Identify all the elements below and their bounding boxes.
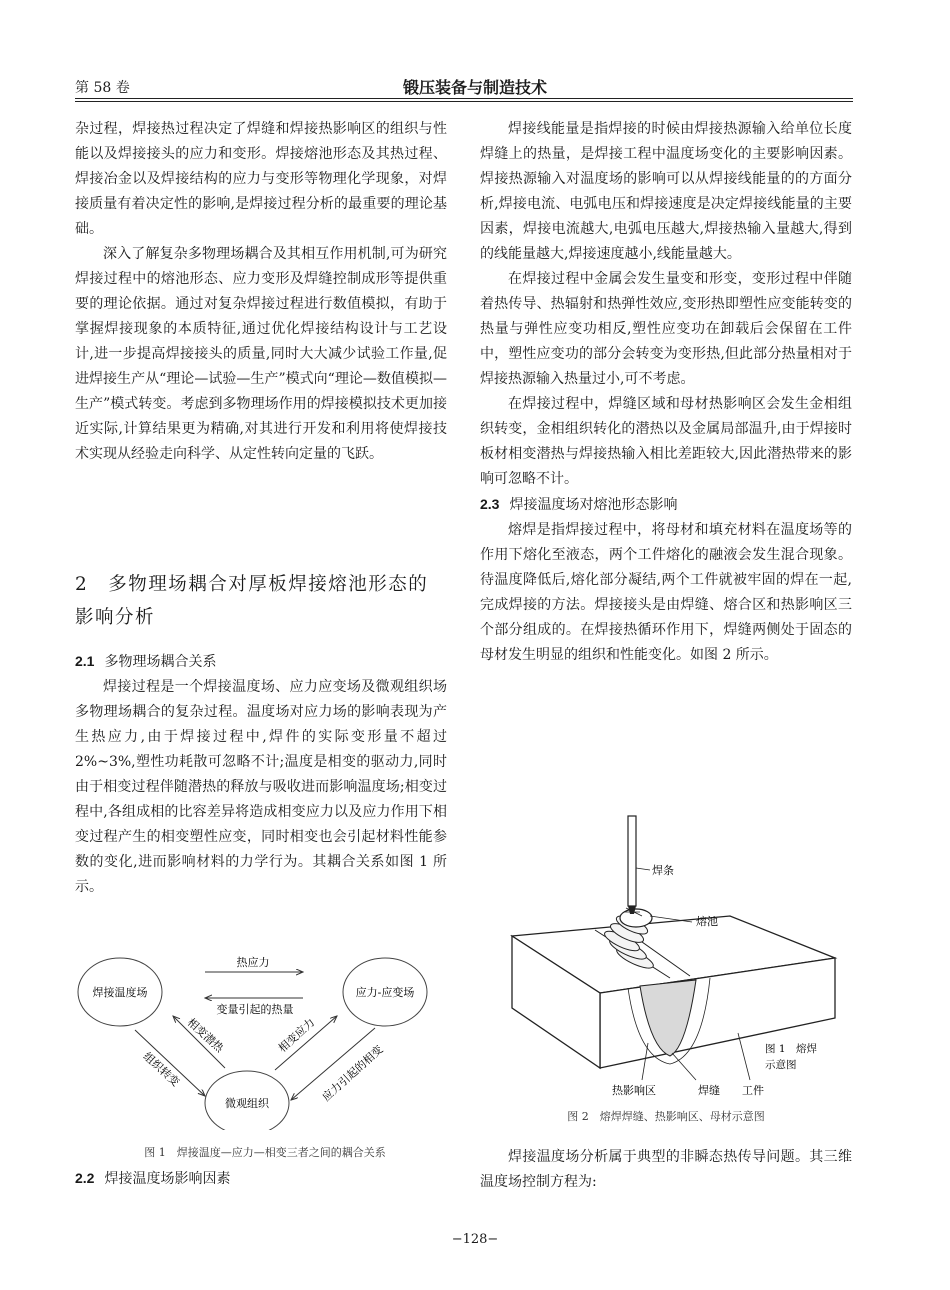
right-para-4: 熔焊是指焊接过程中，将母材和填充材料在温度场等的作用下熔化至液态，两个工件熔化的融液会发生混合现象。待温度降低后,熔化部分凝结,两个工件就被牢固的焊在一起,完成焊接的方法。焊接接头是由焊缝、熔合区和热影响区三个部分组成的。在焊接热循环作用下，焊缝两侧处于固态的母材发生明显的组织和性能变化。如图 2 所示。 [480, 522, 852, 663]
label-phase-stress: 相变应力 [275, 1015, 318, 1055]
section-2-title: 2 多物理场耦合对厚板焊接熔池形态的影响分析 [75, 574, 429, 628]
node-micro-label: 微观组织 [225, 1097, 269, 1110]
label-inner-fig-2: 示意图 [765, 1059, 797, 1071]
page-number: −128− [451, 1232, 499, 1247]
subsection-2-1-heading [75, 649, 447, 675]
label-pool: 熔池 [696, 915, 718, 928]
header-rule [75, 98, 853, 99]
left-para-2: 深入了解复杂多物理场耦合及其相互作用机制,可为研究焊接过程中的熔池形态、应力变形及焊缝控制成形等提供重要的理论依据。通过对复杂焊接过程进行数值模拟，有助于掌握焊接现象的本质特征,通过优化焊接结构设计与工艺设计,进一步提高焊接接头的质量,同时大大减少试验工作量,促进焊接生产从“理论—试验—生产”模式向“理论—数值模拟—生产”模式转变。考虑到多物理场作用的焊接模拟技术更加接近实际,计算结果更为精确,对其进行开发和利用将使焊接技术实现从经验走向科学、从定性转向定量的飞跃。 [75, 246, 447, 462]
figure-2-diagram [500, 808, 850, 1108]
subsection-title: 焊接温度场影响因素 [104, 1172, 231, 1187]
label-deformation-heat: 变量引起的热量 [216, 1003, 294, 1016]
left-para-1: 杂过程，焊接热过程决定了焊缝和焊接热影响区的组织与性能以及焊接接头的应力和变形。焊接熔池形态及其热过程、焊接冶金以及焊接结构的应力与变形等物理化学现象，对焊接质量有着决定性的影响,是焊接过程分析的最重要的理论基础。 [75, 121, 447, 237]
figure-1-diagram [75, 950, 455, 1130]
label-work: 工件 [742, 1084, 764, 1097]
label-electrode: 焊条 [652, 864, 674, 877]
right-para-2: 在焊接过程中金属会发生量变和形变，变形过程中伴随着热传导、热辐射和热弹性效应,变形热即塑性应变能转变的热量与弹性应变功相反,塑性应变功在卸载后会保留在工件中，塑性应变功的部分会转变为变形热,但此部分热量相对于焊接热源输入热量过小,可不考虑。 [480, 271, 852, 387]
node-temperature-label: 焊接温度场 [92, 986, 148, 999]
left-column-top [75, 117, 447, 467]
right-para-5: 焊接温度场分析属于典型的非瞬态热传导问题。其三维温度场控制方程为: [480, 1149, 852, 1190]
label-stress-induced: 应力引起的相变 [319, 1042, 386, 1104]
right-para-3: 在焊接过程中，焊缝区域和母材热影响区会发生金相组织转变，金相组织转化的潜热以及金属局部温升,由于焊接时板材相变潜热与焊接热输入相比差距较大,因此潜热带来的影响可忽略不计。 [480, 396, 852, 487]
electrode-rod [628, 816, 636, 906]
node-stress-label: 应力-应变场 [355, 986, 415, 999]
journal-title: 锻压装备与制造技术 [402, 78, 547, 97]
label-inner-fig: 图 1 熔焊 [765, 1043, 818, 1055]
label-thermal-stress: 热应力 [236, 956, 270, 969]
label-weld: 焊缝 [698, 1084, 720, 1097]
label-haz: 热影响区 [612, 1084, 656, 1097]
volume-label: 第 58 卷 [75, 80, 130, 96]
subsection-2-3-heading [480, 492, 852, 518]
subsection-2-2-heading [75, 1166, 447, 1192]
label-micro-transform: 组织转变 [140, 1049, 183, 1089]
subsection-number: 2.2 [75, 1170, 95, 1186]
right-para-1: 焊接线能量是指焊接的时候由焊接热源输入给单位长度焊缝上的热量，是焊接工程中温度场变化的主要影响因素。焊接热源输入对温度场的影响可以从焊接线能量的的方面分析,焊接电流、电弧电压和焊接速度是决定焊接线能量的主要因素，焊接电流越大,电弧电压越大,焊接热输入量越大,得到的线能量越大,焊接速度越小,线能量越大。 [480, 121, 852, 262]
left-column-bottom [75, 1166, 447, 1192]
right-column-top [480, 117, 852, 668]
subsection-number: 2.1 [75, 653, 95, 669]
leader-weld [672, 1053, 696, 1080]
figure-1-caption: 图 1 焊接温度—应力—相变三者之间的耦合关系 [144, 1146, 386, 1159]
label-latent-heat: 相变潜热 [184, 1015, 227, 1055]
figure-2-caption: 图 2 熔焊焊缝、热影响区、母材示意图 [567, 1110, 765, 1123]
subsection-number: 2.3 [480, 496, 500, 512]
left-column-mid [75, 649, 447, 900]
header-rule-thin [75, 101, 853, 102]
leader-electrode [636, 868, 650, 870]
right-column-bottom [480, 1145, 852, 1195]
subsection-title: 多物理场耦合关系 [104, 655, 217, 670]
subsection-title: 焊接温度场对熔池形态影响 [509, 498, 678, 513]
leader-work [738, 1033, 750, 1080]
left-para-3: 焊接过程是一个焊接温度场、应力应变场及微观组织场多物理场耦合的复杂过程。温度场对应力场的影响表现为产生热应力,由于焊接过程中,焊件的实际变形量不超过 2%~3%,塑性功耗散可忽略不计;温度是相变的驱动力,同时由于相变过程伴随潜热的释放与吸收进而影响温度场;相变过程中,各组成相的比容差异将造成相变应力以及应力作用下相变过程产生的相变塑性应变，同时相变也会引起材料性能参数的变化,进而影响材料的力学行为。其耦合关系如图 1 所示。 [75, 679, 447, 895]
